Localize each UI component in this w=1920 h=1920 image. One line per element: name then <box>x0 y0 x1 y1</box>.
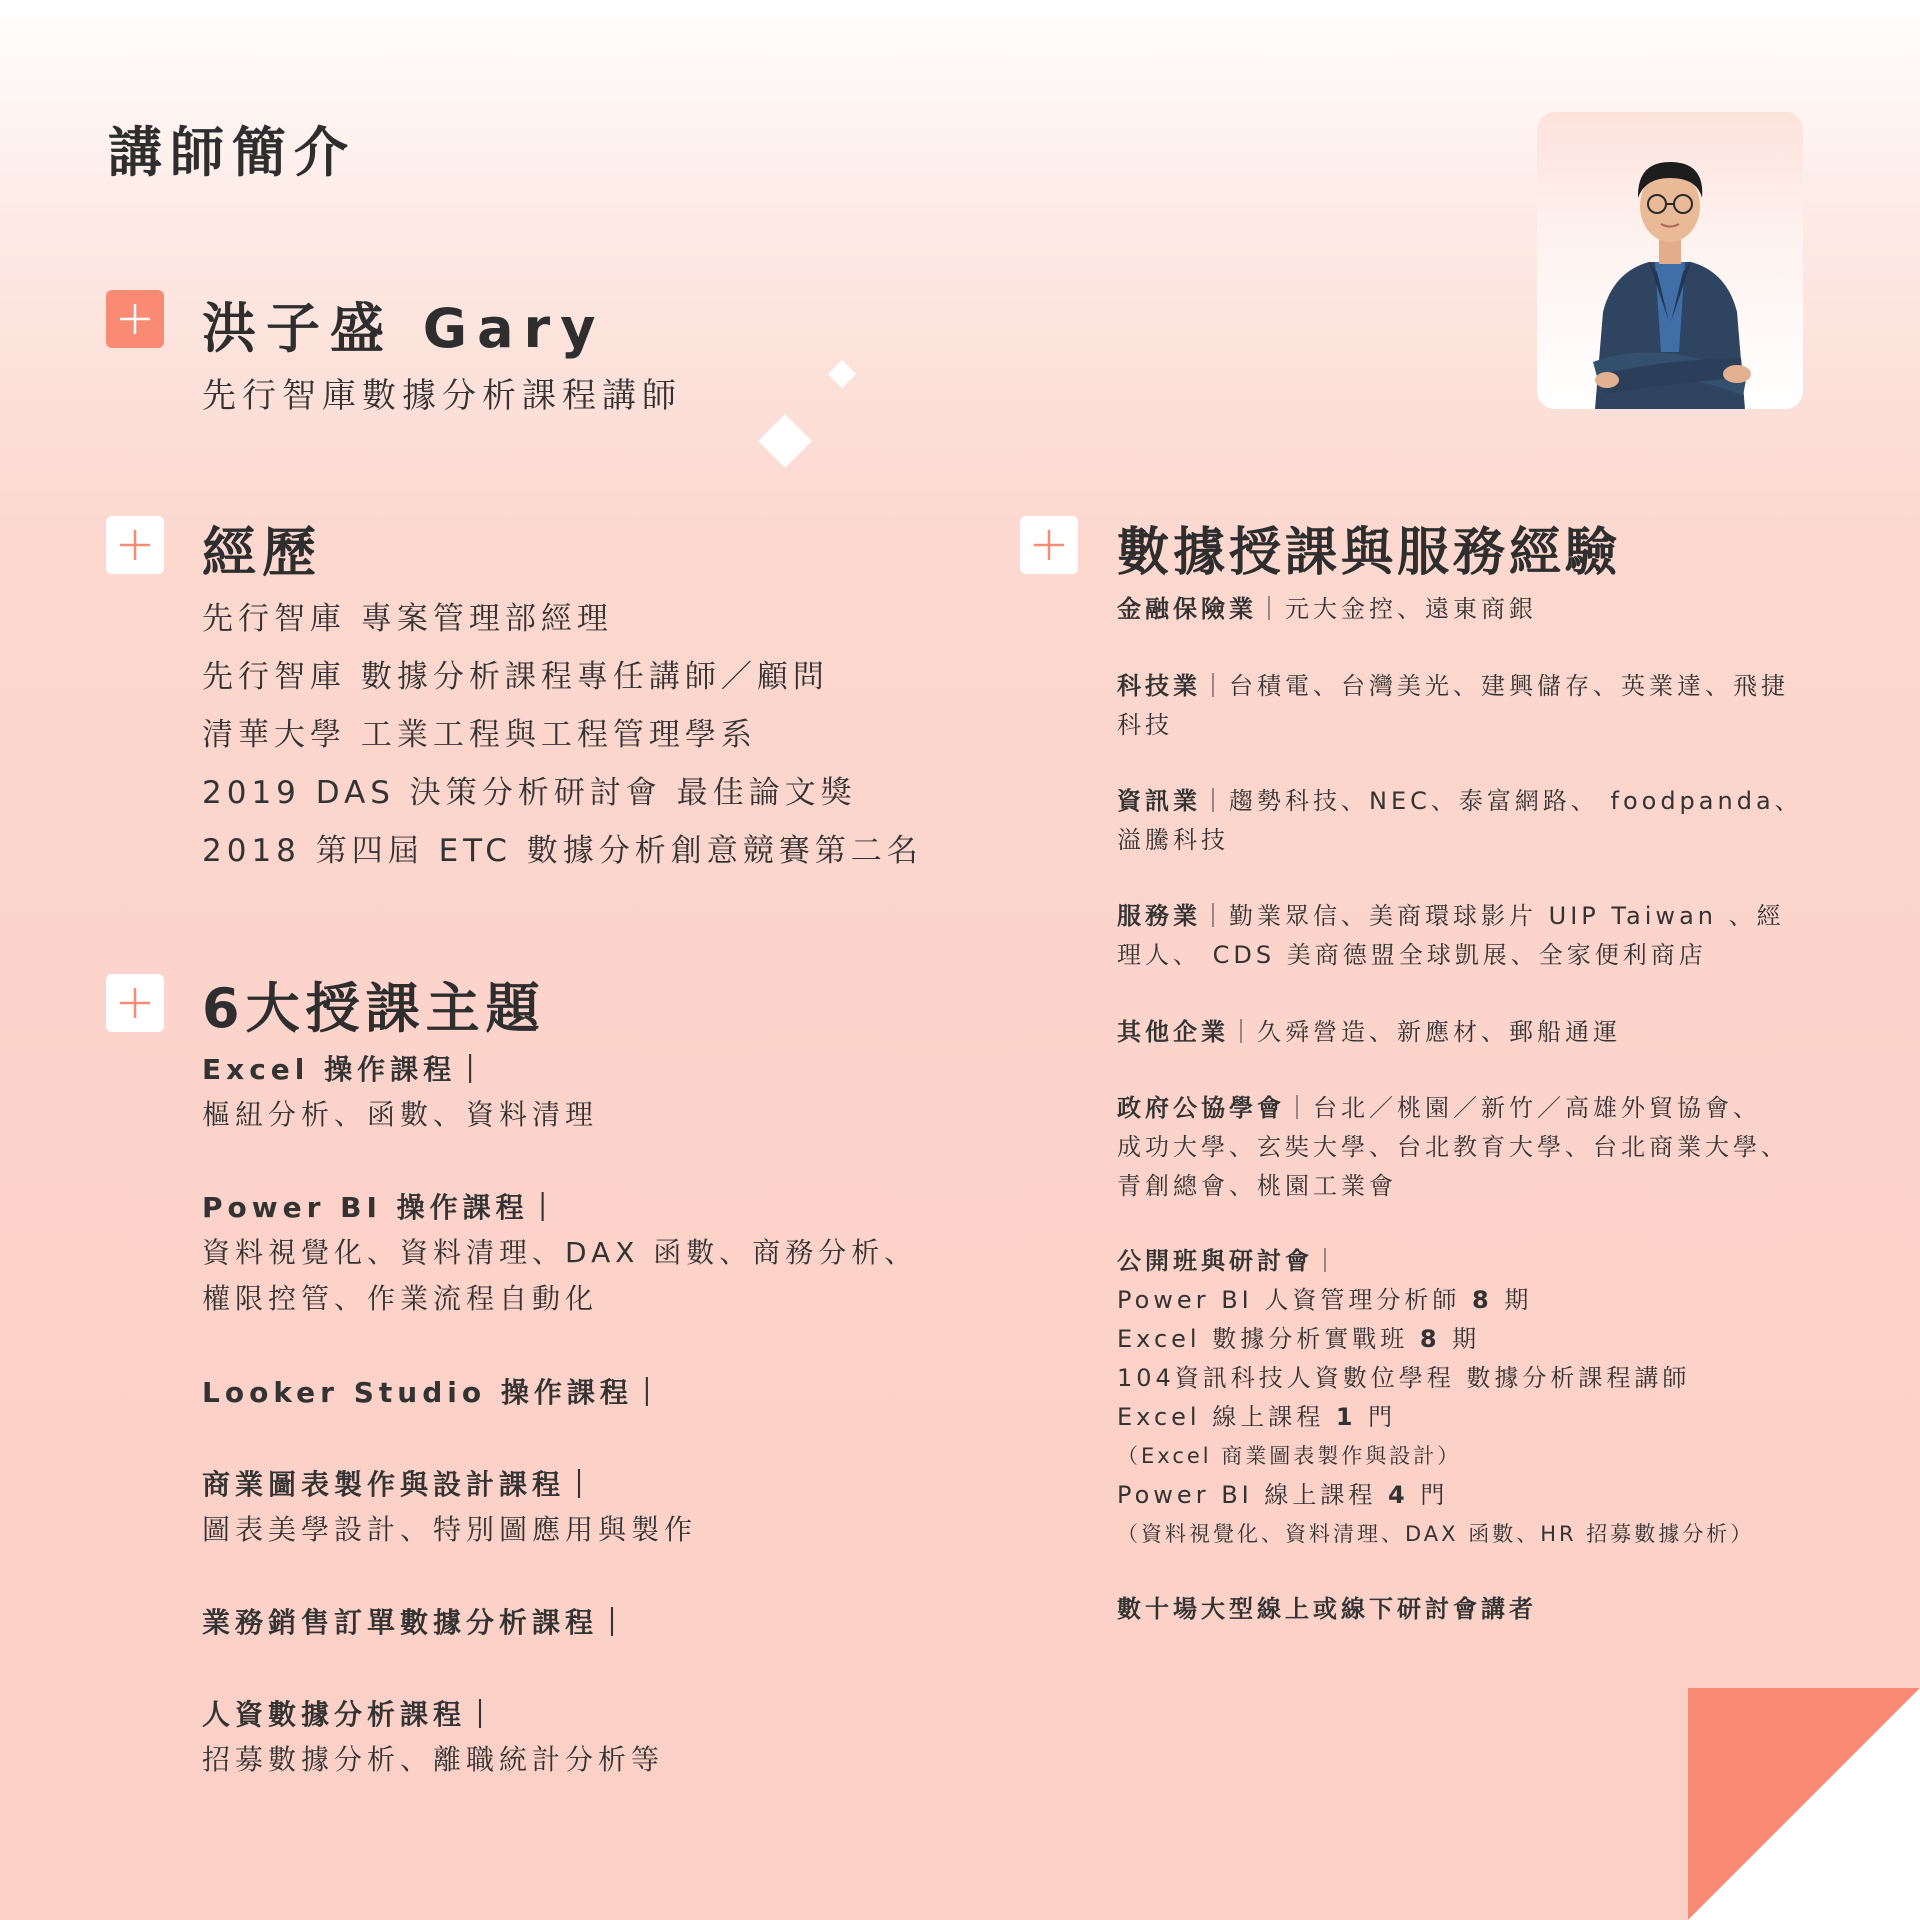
class-line: Power BI 線上課程 <box>1117 1481 1388 1509</box>
topic-desc: 招募數據分析、離職統計分析等 <box>202 1743 665 1776</box>
topics-plus-icon <box>106 974 164 1032</box>
name-plus-icon <box>106 290 164 348</box>
sector-other <box>1117 1013 1817 1052</box>
topic-title: 人資數據分析課程｜ <box>202 1698 500 1731</box>
experience-heading: 經歷 <box>202 521 322 584</box>
presenter-name: 洪子盛 Gary <box>202 297 606 360</box>
decor-diamond-large <box>758 414 812 468</box>
decor-diamond-small <box>828 360 856 388</box>
sector-clients: 青創總會、桃園工業會 <box>1117 1172 1397 1200</box>
topic-title: Looker Studio 操作課程｜ <box>202 1376 666 1409</box>
experience-plus-icon <box>106 516 164 574</box>
presenter-photo <box>1537 112 1803 409</box>
topic-desc: 資料視覺化、資料清理、DAX 函數、商務分析、 <box>202 1236 918 1269</box>
class-count: 8 <box>1472 1286 1493 1314</box>
topic-desc: 樞紐分析、函數、資料清理 <box>202 1098 599 1131</box>
list-item: 先行智庫 專案管理部經理 <box>202 601 613 637</box>
public-classes <box>1117 1242 1817 1554</box>
services-plus-icon <box>1020 516 1078 574</box>
list-item: 2018 第四屆 ETC 數據分析創意競賽第二名 <box>202 833 923 869</box>
sector-government <box>1117 1089 1817 1206</box>
speaker-text: 數十場大型線上或線下研討會講者 <box>1117 1595 1537 1623</box>
topic-item <box>202 1186 917 1322</box>
class-line: Excel 數據分析實戰班 <box>1117 1325 1420 1353</box>
public-classes-label: 公開班與研討會 <box>1117 1247 1313 1275</box>
topics-heading: 6大授課主題 <box>202 977 546 1040</box>
class-note: （資料視覺化、資料清理、DAX 函數、HR 招募數據分析） <box>1117 1522 1755 1546</box>
list-item: 先行智庫 數據分析課程專任講師／顧問 <box>202 659 829 695</box>
class-unit: 門 <box>1408 1481 1449 1509</box>
class-unit: 期 <box>1492 1286 1533 1314</box>
class-unit: 期 <box>1440 1325 1481 1353</box>
sector-it <box>1117 782 1817 860</box>
sector-clients: 科技 <box>1117 711 1173 739</box>
topic-item <box>202 1048 598 1138</box>
topic-item <box>202 1601 631 1645</box>
topic-desc: 權限控管、作業流程自動化 <box>202 1282 599 1315</box>
class-count: 8 <box>1419 1325 1441 1353</box>
sector-label: 其他企業 <box>1117 1018 1229 1046</box>
topic-title: Power BI 操作課程｜ <box>202 1191 562 1224</box>
experience-list <box>202 590 923 880</box>
topic-item <box>202 1463 697 1553</box>
class-line: 104資訊科技人資數位學程 數據分析課程講師 <box>1117 1364 1691 1392</box>
class-line: Excel 線上課程 <box>1117 1403 1336 1431</box>
services-heading: 數據授課與服務經驗 <box>1117 523 1622 583</box>
topic-item <box>202 1371 666 1415</box>
class-count: 4 <box>1388 1481 1409 1509</box>
topic-desc: 圖表美學設計、特別圖應用與製作 <box>202 1513 698 1546</box>
sector-clients: 成功大學、玄奘大學、台北教育大學、台北商業大學、 <box>1117 1133 1789 1161</box>
sector-clients: ｜趨勢科技、NEC、泰富網路、 foodpanda、 <box>1201 787 1803 815</box>
sector-clients: 溢騰科技 <box>1117 826 1229 854</box>
sector-clients: 理人、 CDS 美商德盟全球凱展、全家便利商店 <box>1117 941 1707 969</box>
sector-label: 科技業 <box>1117 672 1201 700</box>
sector-finance <box>1117 590 1817 629</box>
class-unit: 門 <box>1356 1403 1397 1431</box>
topic-title: Excel 操作課程｜ <box>202 1053 490 1086</box>
page-title: 講師簡介 <box>108 121 356 184</box>
topic-item <box>202 1693 664 1783</box>
topic-title: 商業圖表製作與設計課程｜ <box>202 1468 599 1501</box>
sector-tech <box>1117 667 1817 745</box>
presenter-subtitle: 先行智庫數據分析課程講師 <box>202 376 682 416</box>
sector-clients: ｜台積電、台灣美光、建興儲存、英業達、飛捷 <box>1201 672 1789 700</box>
sector-clients: ｜台北／桃園／新竹／高雄外貿協會、 <box>1285 1094 1761 1122</box>
list-item: 清華大學 工業工程與工程管理學系 <box>202 717 757 753</box>
separator: ｜ <box>1313 1247 1341 1275</box>
sector-clients: ｜勤業眾信、美商環球影片 UIP Taiwan 、經 <box>1201 902 1785 930</box>
corner-fold <box>1688 1688 1920 1920</box>
sector-clients: ｜元大金控、遠東商銀 <box>1257 595 1537 623</box>
class-note: （Excel 商業圖表製作與設計） <box>1117 1444 1462 1468</box>
sector-service <box>1117 897 1817 975</box>
topic-title: 業務銷售訂單數據分析課程｜ <box>202 1606 632 1639</box>
class-line: Power BI 人資管理分析師 <box>1117 1286 1472 1314</box>
sector-label: 金融保險業 <box>1117 595 1257 623</box>
sector-label: 服務業 <box>1117 902 1201 930</box>
sector-clients: ｜久舜營造、新應材、郵船通運 <box>1229 1018 1621 1046</box>
sector-label: 政府公協學會 <box>1117 1094 1285 1122</box>
sector-label: 資訊業 <box>1117 787 1201 815</box>
class-count: 1 <box>1335 1403 1357 1431</box>
speaker-line <box>1117 1590 1817 1629</box>
list-item: 2019 DAS 決策分析研討會 最佳論文獎 <box>202 775 857 811</box>
